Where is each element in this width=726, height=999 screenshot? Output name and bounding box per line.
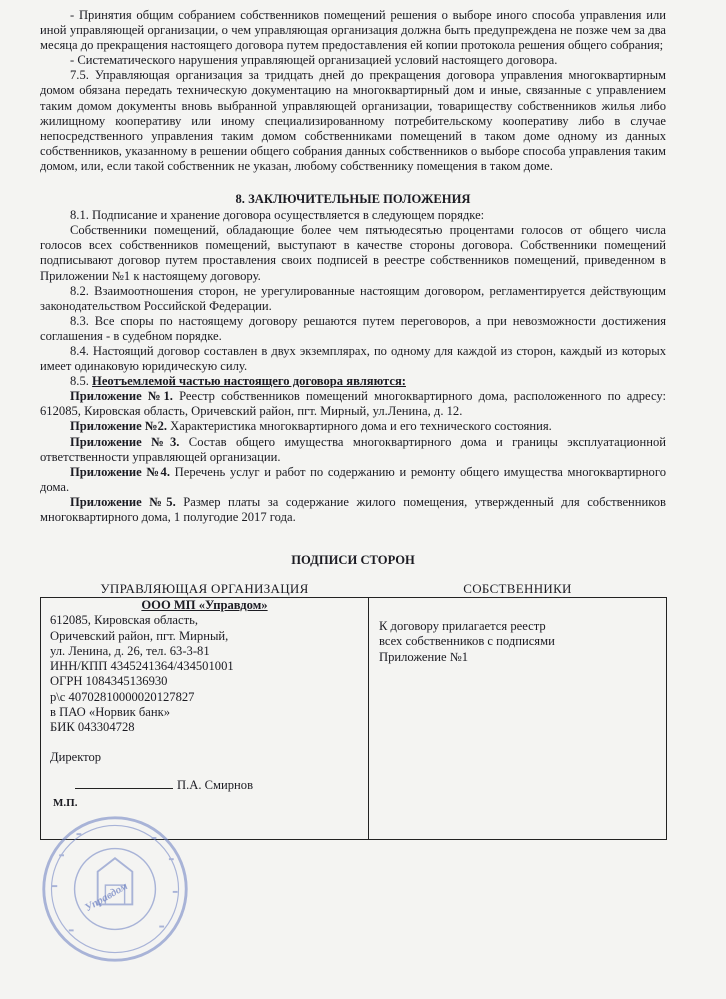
annex-item [40,435,666,465]
annex-item [40,389,666,419]
paragraph-8-2: 8.2. Взаимоотношения сторон, не урегулированные настоящим договором, регламентируется действующим законодательством Российской Федерации. [40,283,666,313]
annex-text: Перечень услуг и работ по содержанию и ремонту общего имущества многоквартирного дома. [40,464,667,494]
owners-header: СОБСТВЕННИКИ [369,579,667,598]
annex-label: Приложение №5. [70,494,176,509]
org-detail-line: р\с 40702810000020127827 [50,689,195,704]
paragraph-7-5: 7.5. Управляющая организация за тридцать дней до прекращения договора управления многоквартирным домом обязана передать техническую документацию на многоквартирный дом и иные, связанные с управлением таким домом документы вновь выбранной управляющей организации, товариществу собственников жилья либо жилищному кооперативу или иному специализированному потребительскому кооперативу либо в случае непосредственного управления таким домом собственниками помещений в таком доме одному из данных собственников, указанному в решении общего собрания данных собственников о выборе способа управления таким домом, или, если такой собственник не указан, любому собственнику помещения в таком доме. [40,68,666,173]
section-8-title: 8. ЗАКЛЮЧИТЕЛЬНЫЕ ПОЛОЖЕНИЯ [235,192,471,207]
paragraph-8-5 [40,374,666,389]
management-company-header: УПРАВЛЯЮЩАЯ ОРГАНИЗАЦИЯ [41,579,369,598]
annex-text: Характеристика многоквартирного дома и его технического состояния. [167,419,552,434]
org-detail-line: ОГРН 1084345136930 [50,674,168,689]
paragraph-termination-meeting: - Принятия общим собранием собственников помещений решения о выборе иного способа управления или иной управляющей организации, о чем управляющая организация должна быть предупреждена не позже чем за два месяца до прекращения настоящего договора путем предоставления ей копии протокола решения общего собрания; [40,8,666,53]
annex-label: Приложение №1. [70,389,173,404]
signatures-title: ПОДПИСИ СТОРОН [291,553,415,568]
org-detail-line: ул. Ленина, д. 26, тел. 63-3-81 [50,643,210,658]
owners-cell [369,598,667,840]
signature-line [75,788,173,789]
owners-note-line: К договору прилагается реестр [379,619,546,634]
director-label: Директор [50,750,102,765]
signatures-table [40,579,667,840]
paragraph-8-5-text: Неотъемлемой частью настоящего договора являются: [92,374,406,389]
org-detail-line: ИНН/КПП 4345241364/434501001 [50,659,234,674]
annex-item [40,419,666,434]
org-detail-line: в ПАО «Норвик банк» [50,704,170,719]
org-detail-line: Оричевский район, пгт. Мирный, [50,628,229,643]
paragraph-8-3: 8.3. Все споры по настоящему договору решаются путем переговоров, а при невозможности достижения соглашения - в судебном порядке. [40,313,666,343]
organization-details [41,613,368,810]
director-name: П.А. Смирнов [177,778,254,793]
annex-text: Состав общего имущества многоквартирного дома и границы эксплуатационной ответственности управляющей организации. [40,434,666,464]
owners-note-line: всех собственников с подписями [379,634,555,649]
owners-note [369,598,666,665]
organization-name: ООО МП «Управдом» [141,598,268,613]
paragraph-8-1: 8.1. Подписание и хранение договора осуществляется в следующем порядке: [70,208,485,223]
owners-note-line: Приложение №1 [379,649,469,664]
annex-item [40,465,666,495]
org-detail-line: 612085, Кировская область, [50,613,198,628]
seal-center-text: Управдом [82,880,130,915]
annex-label: Приложение №3. [70,434,180,449]
org-detail-line: БИК 043304728 [50,719,135,734]
management-company-cell [41,598,369,840]
annex-label: Приложение №4. [70,464,170,479]
paragraph-8-4: 8.4. Настоящий договор составлен в двух экземплярах, по одному для каждой из сторон, каждый из которых имеет одинаковую юридическую силу. [40,343,666,374]
annex-item [40,495,666,525]
annex-text: Размер платы за содержание жилого помещения, утвержденный для собственников многоквартирного дома, 1 полугодие 2017 года. [40,494,666,524]
paragraph-8-1-owners: Собственники помещений, обладающие более чем пятьюдесятью процентами голосов от общего числа голосов всех собственников помещений, выступают в качестве стороны договора. Собственники помещений подписывают договор путем проставления своих подписей в реестре собственников помещений, приведенном в Приложении №1 к настоящему договору. [40,223,666,283]
paragraph-termination-violation: - Систематического нарушения управляющей организацией условий настоящего договора. [70,53,558,68]
paragraph-8-5-number: 8.5. [70,374,89,389]
director-signature-row [50,778,368,793]
seal-place-label: М.П. [53,796,78,809]
annex-text: Реестр собственников помещений многоквартирного дома, расположенного по адресу: 612085, Кировская область, Оричевский район, пгт. Мирный, ул.Ленина, д. 12. [40,389,666,419]
annex-label: Приложение №2. [70,419,168,434]
